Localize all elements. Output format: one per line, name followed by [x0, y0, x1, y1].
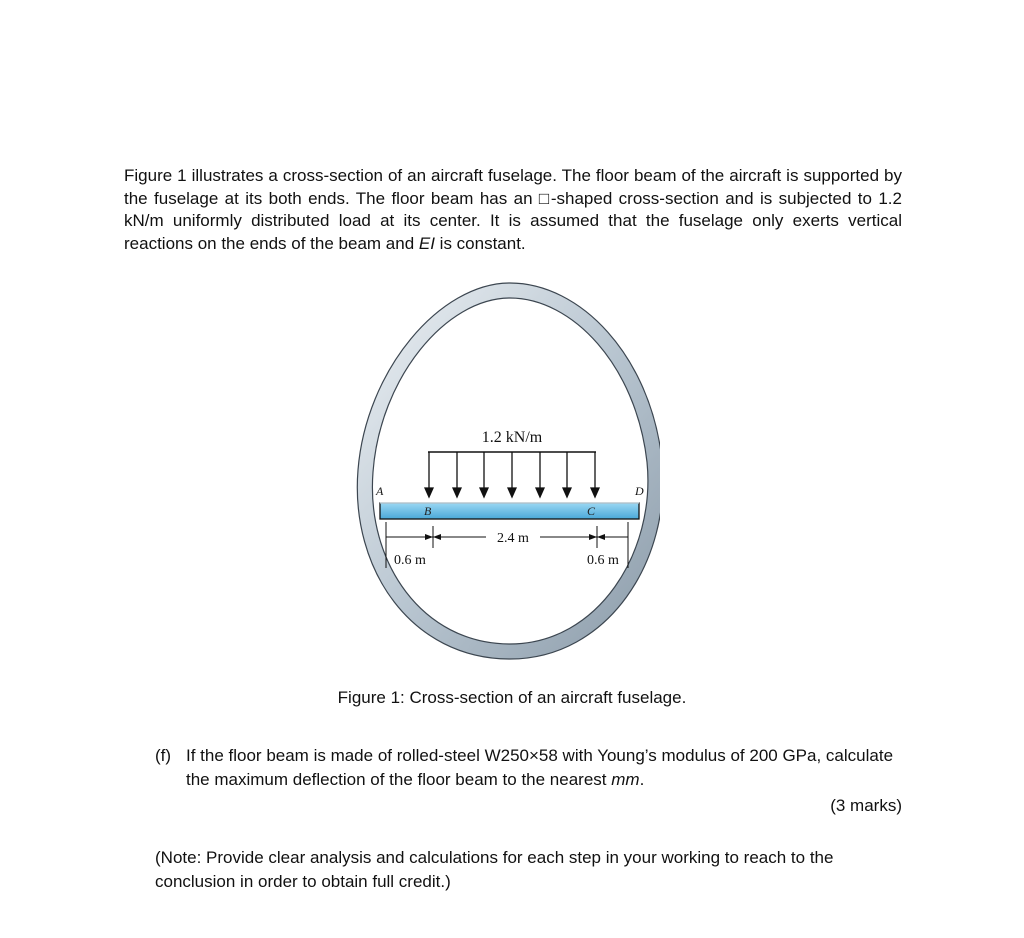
dim-middle-label: 2.4 m: [497, 531, 529, 546]
question-text-b: .: [639, 770, 645, 789]
dim-right-label: 0.6 m: [587, 553, 619, 568]
point-b-label: B: [424, 504, 432, 518]
point-d-label: D: [635, 484, 644, 498]
intro-text-2: -shaped cross-section and is subjected to 1.2 kN/m uniformly distributed load at its center. It is assumed that the fuselage only exerts vertical reactions on the ends of the beam and: [124, 188, 902, 253]
fuselage-ring: [357, 283, 660, 659]
fuselage-figure: [340, 278, 660, 683]
note-text: (Note: Provide clear analysis and calculations for each step in your working to reach to the conclusion in order to obtain full credit.): [155, 848, 834, 891]
intro-text-3: is constant.: [434, 233, 526, 253]
marks-label: (3 marks): [830, 796, 902, 815]
load-arrows: [425, 452, 599, 497]
fuselage-diagram: [340, 278, 660, 678]
floor-beam: [380, 503, 639, 519]
question-body: [186, 744, 905, 792]
point-a-label: A: [376, 484, 384, 498]
cross-section-shape-glyph: □: [538, 188, 551, 208]
point-c-label: C: [587, 504, 596, 518]
intro-text-1: Figure 1 illustrates a cross-section of an aircraft fuselage. The floor beam of the aircraft is supported by the fuselage at its both ends. The floor beam has an: [124, 166, 902, 208]
intro-paragraph: [124, 165, 902, 255]
question-f: [155, 744, 905, 792]
question-text-a: If the floor beam is made of rolled-steel W250×58 with Young’s modulus of 200 GPa, calculate the maximum deflection of the floor beam to the nearest: [186, 746, 894, 789]
load-label: 1.2 kN/m: [481, 429, 543, 446]
figure-caption: Figure 1: Cross-section of an aircraft fuselage.: [337, 688, 687, 707]
question-label: (f): [155, 746, 172, 765]
question-unit: mm: [611, 770, 640, 789]
dim-left-label: 0.6 m: [394, 553, 426, 568]
ei-symbol: EI: [418, 233, 435, 253]
